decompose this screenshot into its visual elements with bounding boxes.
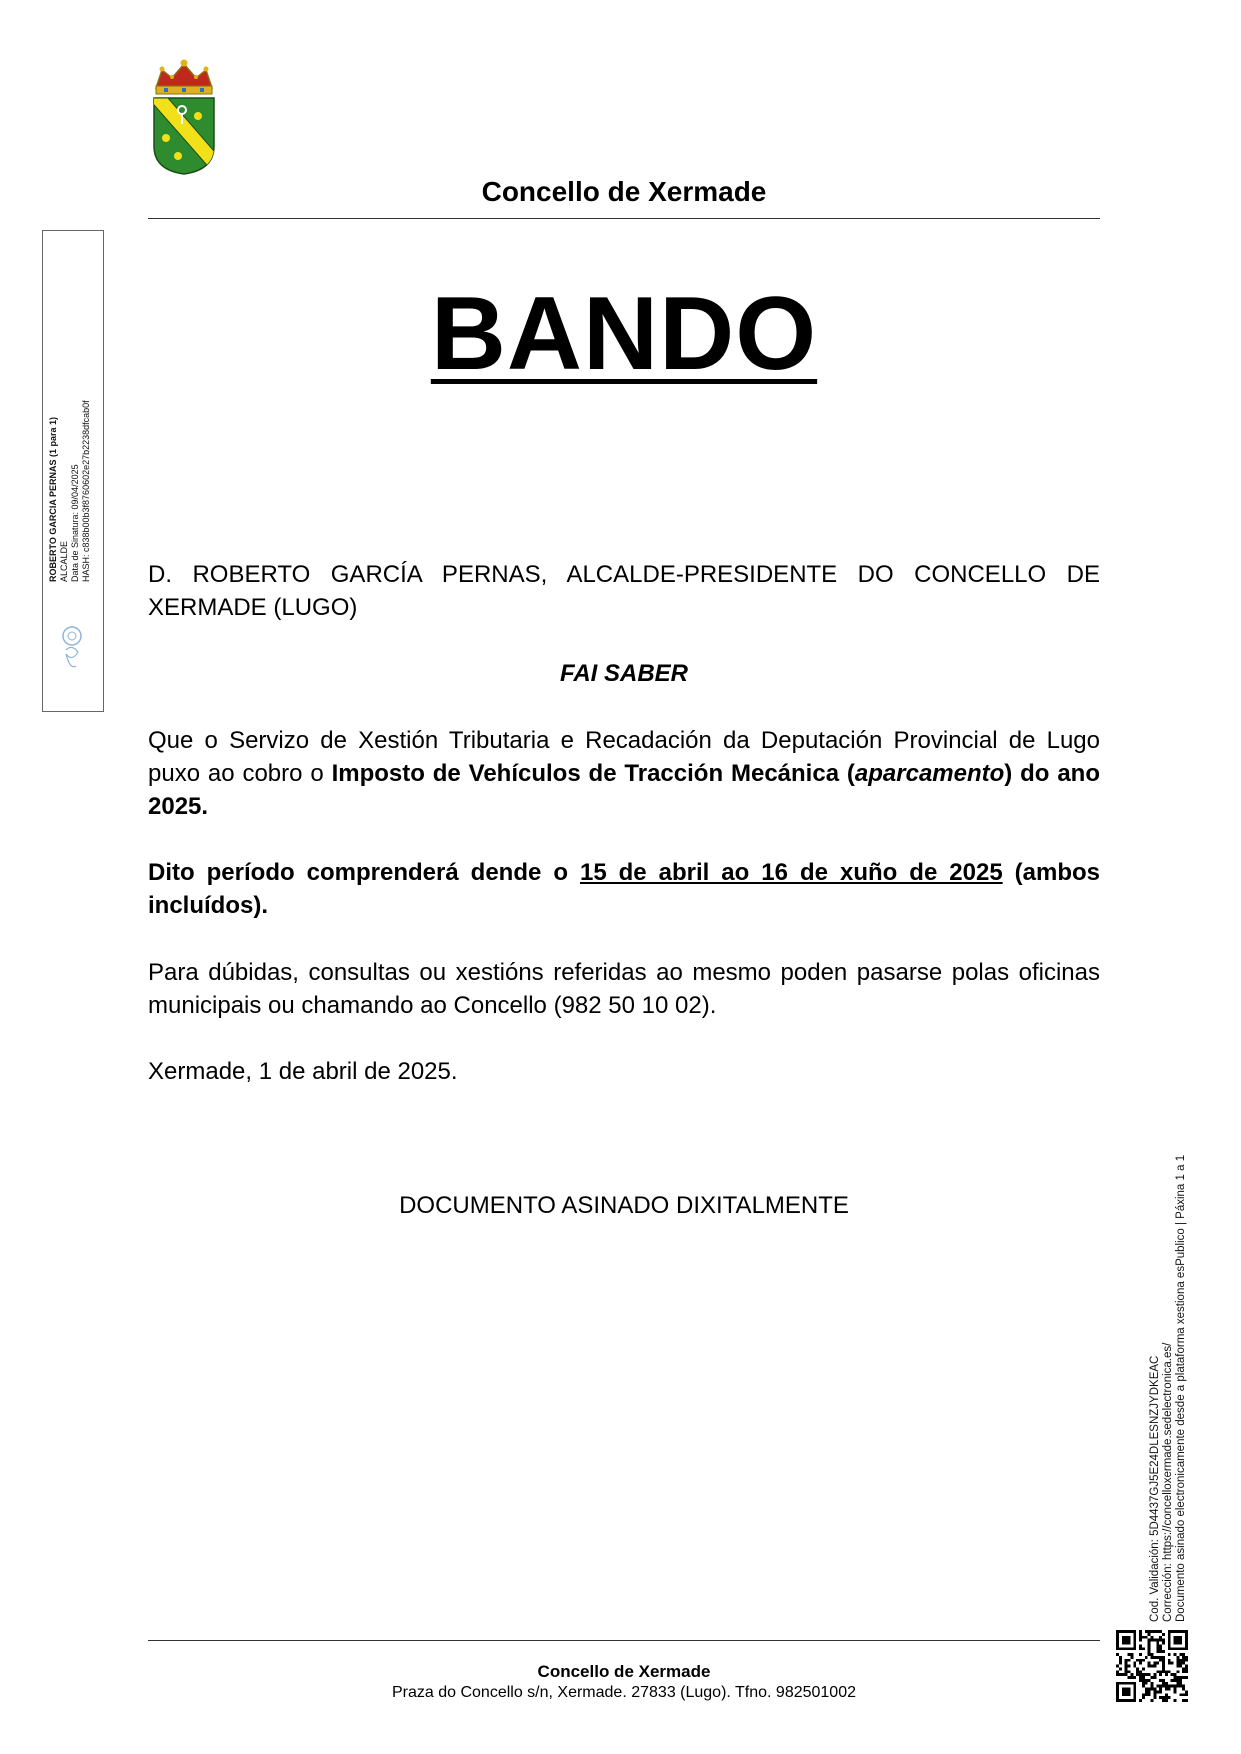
signature-signer: ROBERTO GARCIA PERNAS (1 para 1) bbox=[48, 416, 58, 582]
signature-date: Data de Sinatura: 09/04/2025 bbox=[70, 464, 80, 582]
period-dates: 15 de abril ao 16 de xuño de 2025 bbox=[579, 859, 1003, 886]
signature-text bbox=[48, 282, 92, 582]
footer-divider bbox=[148, 1640, 1100, 1641]
period-text: Dito período comprenderá dende o bbox=[148, 859, 580, 886]
heading-text: BANDO bbox=[430, 276, 818, 392]
document-heading bbox=[148, 275, 1100, 394]
signed-notice: DOCUMENTO ASINADO DIXITALMENTE bbox=[399, 1192, 849, 1219]
tax-name-italic: aparcamento bbox=[854, 760, 1005, 787]
announcement-label: FAI SABER bbox=[559, 660, 688, 687]
tax-name: Imposto de Vehículos de Tracción Mecánica ( bbox=[331, 760, 855, 787]
paragraph-period bbox=[148, 856, 1100, 922]
validation-note: Documento asinado electronicamente desde a plataforma xestiona esPublico | Páxina 1 a 1 bbox=[1175, 1154, 1187, 1622]
paragraph-tax bbox=[148, 724, 1100, 823]
header-divider bbox=[148, 218, 1100, 219]
footer-name: Concello de Xermade bbox=[537, 1662, 711, 1681]
coat-of-arms-logo bbox=[148, 58, 220, 176]
intro-paragraph: D. ROBERTO GARCÍA PERNAS, ALCALDE-PRESIDENTE DO CONCELLO DE XERMADE (LUGO) bbox=[148, 561, 1100, 621]
place-date: Xermade, 1 de abril de 2025. bbox=[148, 1058, 458, 1085]
validation-url: Corrección: https://concelloxermade.sedelectronica.es/ bbox=[1162, 1342, 1174, 1622]
signature-hash: HASH: c838b00b3f8760602e27b2238dfcab0f bbox=[81, 400, 91, 582]
paragraph-tax-text: Que o Servizo de Xestión Tributaria e Recadación da Deputación Provincial de Lugo puxo ao cobro o bbox=[148, 727, 1100, 787]
period-text-end: (ambos incluídos). bbox=[148, 859, 1101, 919]
validation-code: Cod. Validación: 5D4437GJ5E24DLESNZJYDKEAC bbox=[1149, 1355, 1161, 1622]
footer-address: Praza do Concello s/n, Xermade. 27833 (Lugo). Tfno. 982501002 bbox=[391, 1684, 856, 1701]
qr-code-icon bbox=[1116, 1630, 1188, 1702]
signature-stamp-icon bbox=[60, 622, 84, 672]
validation-text bbox=[1149, 1102, 1188, 1622]
signature-role: ALCALDE bbox=[59, 540, 69, 582]
header-title: Concello de Xermade bbox=[481, 176, 767, 207]
tax-year: ) do ano 2025. bbox=[148, 760, 1101, 820]
paragraph-contact: Para dúbidas, consultas ou xestións referidas ao mesmo poden pasarse polas oficinas municipais ou chamando ao Concello (982 50 10 02). bbox=[148, 959, 1100, 1019]
